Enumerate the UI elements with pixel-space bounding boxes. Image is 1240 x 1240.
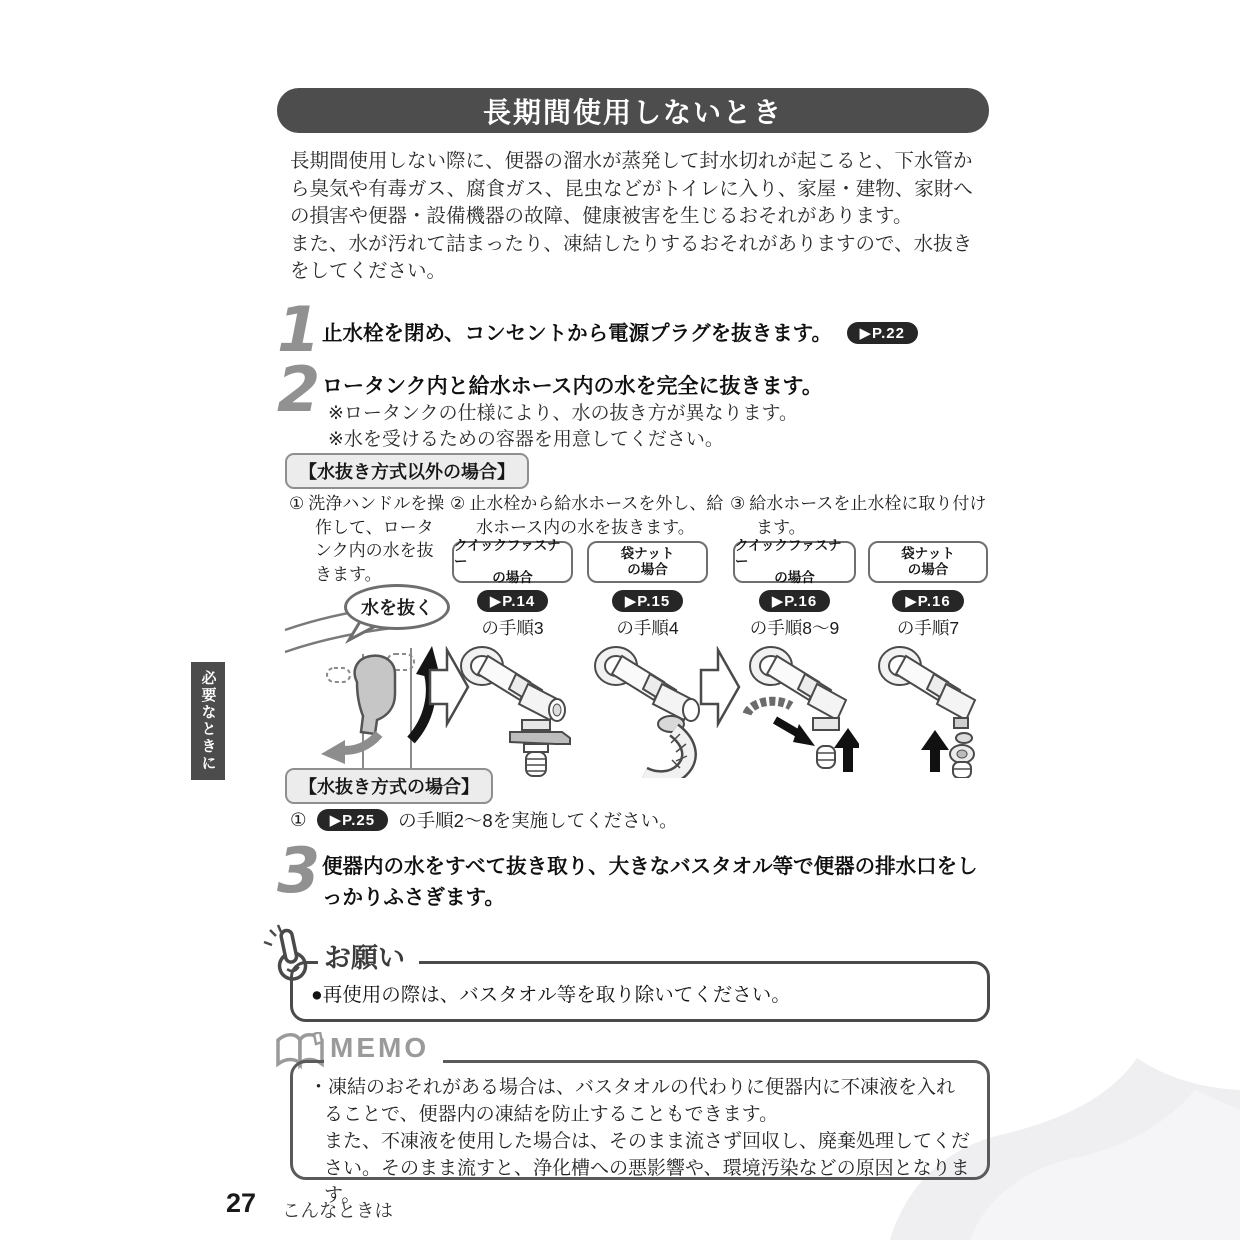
step-1-row <box>322 316 918 346</box>
option-box <box>733 538 856 585</box>
valve-quick-fastener-illustration <box>458 640 578 778</box>
step-2-note-2: ※水を受けるための容器を用意してください。 <box>328 429 724 450</box>
intro-line-2: また、水が汚れて詰まったり、凍結したりするおそれがありますので、水抜きをしてください。 <box>290 232 973 282</box>
option-box-line1: クイックファスナー <box>454 538 561 569</box>
step-3-number: 3 <box>277 834 321 907</box>
speech-bubble-text: 水を抜く <box>361 598 433 618</box>
substep-2-text: 止水栓から給水ホースを外し、給水ホース内の水を抜きます。 <box>469 494 724 537</box>
option-bag-nut-p16 <box>868 541 988 640</box>
substep-1-text: 洗浄ハンドルを操作して、ロータンク内の水を抜きます。 <box>308 494 445 584</box>
section-label-non-drain-type: 【水抜き方式以外の場合】 <box>285 453 529 489</box>
section-label-drain-type: 【水抜き方式の場合】 <box>285 768 493 804</box>
valve-attach-quick-fastener-illustration <box>737 642 859 778</box>
page-ref-badge-p16a: ▶P.16 <box>759 590 830 612</box>
option-box-line2: の場合 <box>774 570 815 585</box>
option-box <box>452 538 573 585</box>
sidebar-tab-label: 必要なときに <box>199 670 217 772</box>
step-1-number: 1 <box>277 293 321 366</box>
memo-line-2: また、不凍液を使用した場合は、そのまま流さず回収し、廃棄処理してください。そのまま流すと、浄化槽への悪影響や、環境汚染などの原因となります。 <box>324 1131 971 1206</box>
option-box-line2: の場合 <box>907 562 949 577</box>
substep-3-text: 給水ホースを止水栓に取り付けます。 <box>749 494 987 537</box>
option-box <box>868 541 988 583</box>
step-ref-text: の手順8〜9 <box>749 618 840 638</box>
notice-title: お願い <box>318 936 419 975</box>
page-ref-badge-p25: ▶P.25 <box>317 809 388 831</box>
page-ref-badge-p14: ▶P.14 <box>477 590 548 612</box>
memo-title: MEMO <box>324 1032 443 1064</box>
substep-1 <box>289 492 445 586</box>
valve-attach-bag-nut-illustration <box>874 642 992 778</box>
substep-2 <box>450 492 732 539</box>
step-2-number: 2 <box>277 353 321 426</box>
substep-3 <box>730 492 998 539</box>
sidebar-tab-section <box>191 662 225 780</box>
step-2-note-1: ※ロータンクの仕様により、水の抜き方が異なります。 <box>328 403 799 424</box>
page-title <box>277 88 989 133</box>
drain-type-instruction <box>290 807 678 833</box>
option-box-line2: の場合 <box>627 562 668 577</box>
speech-bubble-drain-water <box>344 584 450 630</box>
drain-step-number: ① <box>290 809 307 830</box>
intro-paragraph <box>290 148 982 286</box>
page-number: 27 <box>226 1188 257 1218</box>
option-quick-fastener-p16 <box>733 538 856 640</box>
step-ref-text: の手順3 <box>481 618 544 638</box>
memo-box <box>290 1060 990 1206</box>
valve-bag-nut-illustration <box>592 640 714 778</box>
page-ref-badge-p15: ▶P.15 <box>612 590 683 612</box>
step-1-text: 止水栓を閉め、コンセントから電源プラグを抜きます。 <box>322 322 833 345</box>
footer-section-label: こんなときは <box>282 1200 394 1221</box>
step-ref-text: の手順7 <box>896 618 960 638</box>
page-ref-badge-p16b: ▶P.16 <box>892 590 963 612</box>
option-box <box>587 541 708 583</box>
page-ref-badge-p22: ▶P.22 <box>847 322 918 344</box>
option-box-line1: 袋ナット <box>901 546 955 561</box>
step-ref-text: の手順4 <box>616 618 679 638</box>
option-box-line1: クイックファスナー <box>735 538 842 569</box>
page-title-text: 長期間使用しないとき <box>482 96 783 128</box>
option-bag-nut-p15 <box>587 541 708 640</box>
drain-step-text: の手順2〜8を実施してください。 <box>398 810 678 831</box>
substep-1-number: ① <box>289 494 305 513</box>
substep-3-number: ③ <box>730 494 746 513</box>
intro-line-1: 長期間使用しない際に、便器の溜水が蒸発して封水切れが起こると、下水管から臭気や有毒ガス、腐食ガス、昆虫などがトイレに入り、家屋・建物、家財への損害や便器・設備機器の故障、健康被害を生じるおそれがあります。 <box>290 150 973 227</box>
step-3-text: 便器内の水をすべて抜き取り、大きなバスタオル等で便器の排水口をしっかりふさぎます。 <box>322 855 978 909</box>
memo-line-1: ・凍結のおそれがある場合は、バスタオルの代わりに便器内に不凍液を入れることで、便器内の凍結を防止することもできます。 <box>309 1077 956 1125</box>
substep-2-number: ② <box>450 494 466 513</box>
option-box-line2: の場合 <box>492 570 533 585</box>
option-box-line1: 袋ナット <box>620 546 675 561</box>
step-2-title: ロータンク内と給水ホース内の水を完全に抜きます。 <box>322 375 823 398</box>
notice-item: ●再使用の際は、バスタオル等を取り除いてください。 <box>311 984 791 1006</box>
option-quick-fastener-p14 <box>452 538 573 640</box>
